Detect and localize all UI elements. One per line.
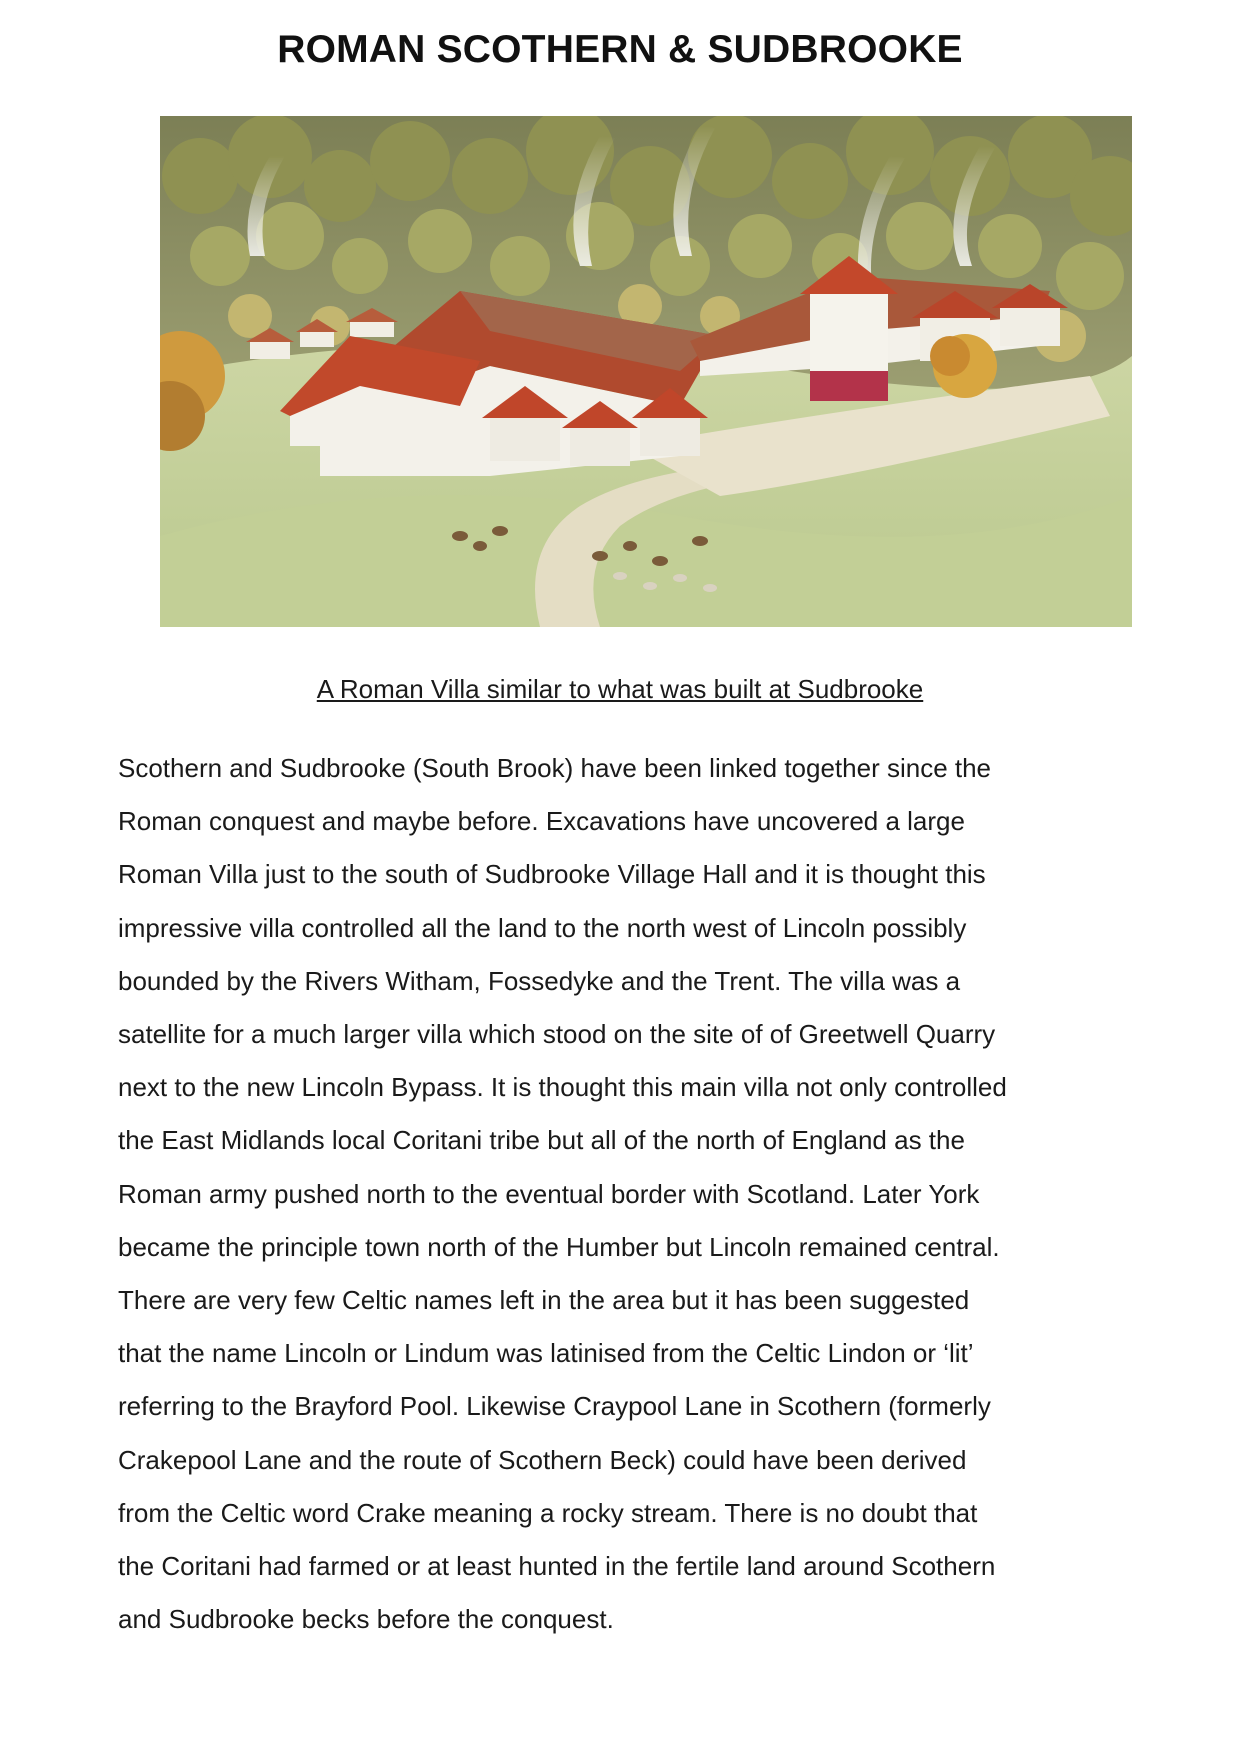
body-line: Scothern and Sudbrooke (South Brook) have been linked together since the bbox=[118, 753, 992, 783]
body-line: referring to the Brayford Pool. Likewise Craypool Lane in Scothern (formerly bbox=[118, 1391, 991, 1422]
body-line: the Coritani had farmed or at least hunted in the fertile land around Scothern bbox=[118, 1551, 996, 1582]
body-line: from the Celtic word Crake meaning a rocky stream. There is no doubt that bbox=[118, 1497, 978, 1528]
body-line: satellite for a much larger villa which stood on the site of of Greetwell Quarry bbox=[118, 1019, 996, 1050]
roman-villa-illustration bbox=[160, 116, 1132, 627]
body-line: bounded by the Rivers Witham, Fossedyke and the Trent. The villa was a bbox=[118, 965, 961, 996]
body-line: Crakepool Lane and the route of Scothern Beck) could have been derived bbox=[118, 1444, 967, 1475]
body-line: the East Midlands local Coritani tribe but all of the north of England as the bbox=[118, 1125, 965, 1156]
body-paragraph bbox=[118, 742, 1128, 1646]
body-line: impressive villa controlled all the land to the north west of Lincoln possibly bbox=[118, 912, 967, 943]
page-title: ROMAN SCOTHERN & SUDBROOKE bbox=[277, 28, 963, 71]
figure-caption: A Roman Villa similar to what was built at Sudbrooke bbox=[316, 674, 924, 704]
body-line: and Sudbrooke becks before the conquest. bbox=[118, 1604, 614, 1635]
body-line: became the principle town north of the Humber but Lincoln remained central. bbox=[118, 1231, 1000, 1262]
body-line: next to the new Lincoln Bypass. It is thought this main villa not only controlled bbox=[118, 1072, 1007, 1103]
body-line: Roman army pushed north to the eventual border with Scotland. Later York bbox=[118, 1178, 980, 1209]
body-line: Roman Villa just to the south of Sudbrooke Village Hall and it is thought this bbox=[118, 859, 986, 890]
body-line: Roman conquest and maybe before. Excavations have uncovered a large bbox=[118, 806, 965, 837]
body-line: There are very few Celtic names left in the area but it has been suggested bbox=[118, 1285, 970, 1316]
body-line: that the name Lincoln or Lindum was latinised from the Celtic Lindon or ‘lit’ bbox=[118, 1338, 974, 1369]
